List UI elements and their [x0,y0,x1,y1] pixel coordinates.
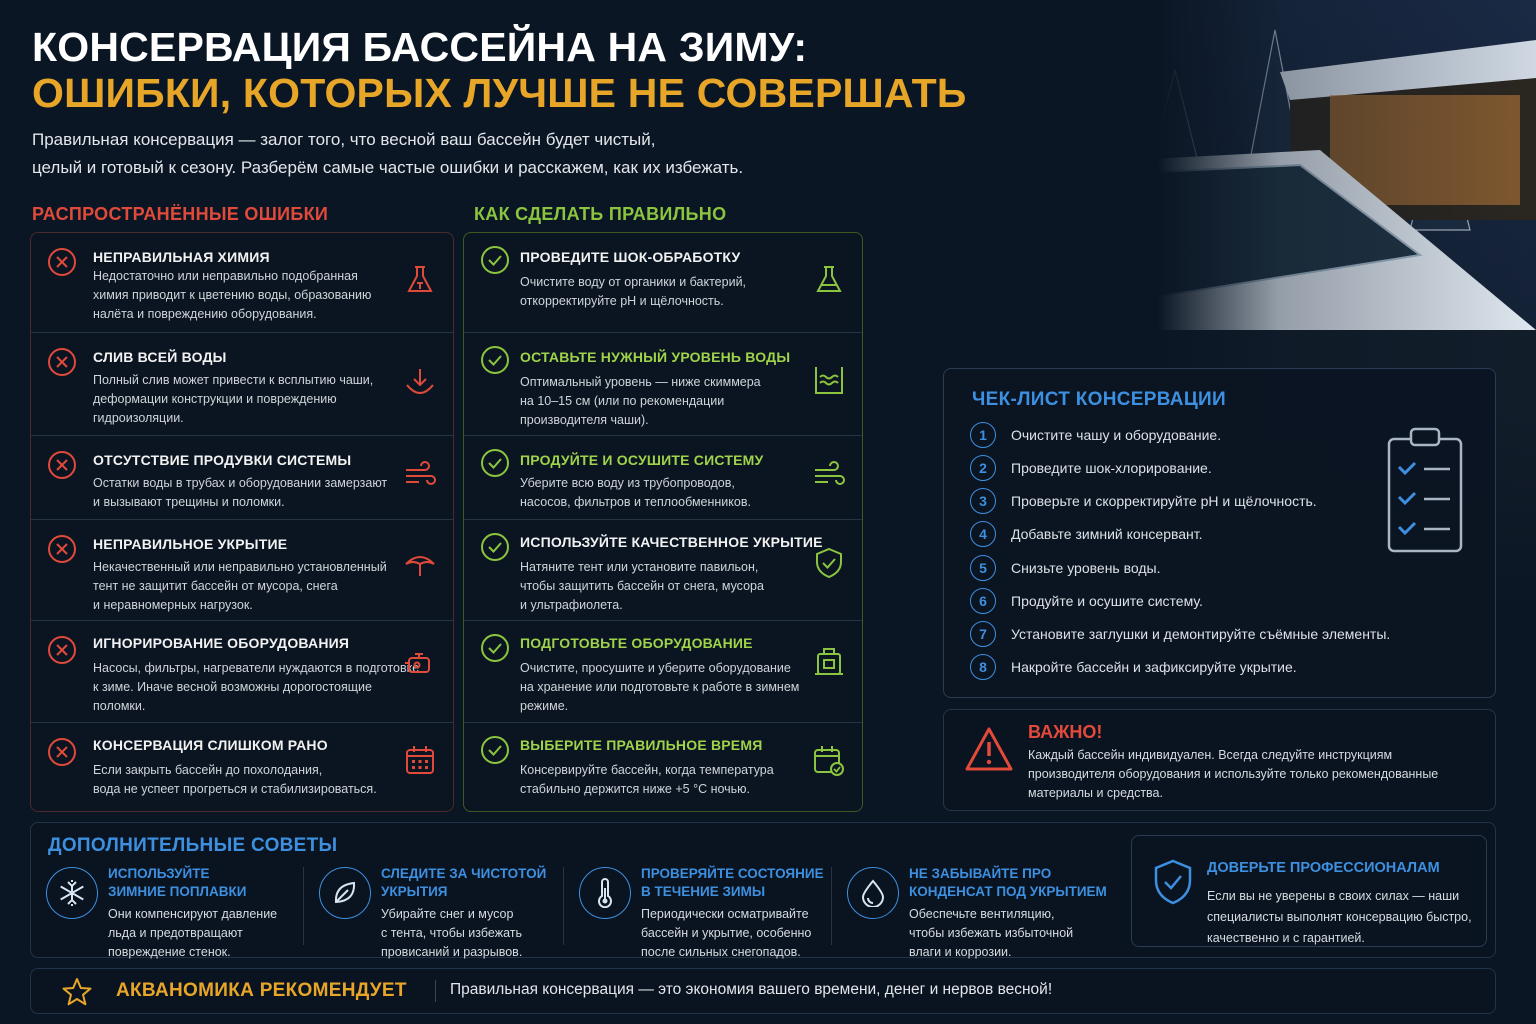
equipment-icon [812,645,846,679]
checklist-number: 7 [970,621,996,647]
text-line: гидроизоляции. [93,411,184,425]
title-line2: ОШИБКИ, КОТОРЫХ ЛУЧШЕ НЕ СОВЕРШАТЬ [32,70,967,116]
important-heading: ВАЖНО! [1028,722,1103,742]
correct-title: ОСТАВЬТЕ НУЖНЫЙ УРОВЕНЬ ВОДЫ [520,349,791,365]
mistake-title: НЕПРАВИЛЬНОЕ УКРЫТИЕ [93,536,288,552]
correct-row [464,520,862,621]
checklist-text: Добавьте зимний консервант. [1011,526,1203,542]
tip-text [108,905,308,962]
correct-text [520,761,774,799]
text-line: Недостаточно или неправильно подобранная [93,269,358,283]
checklist-item [970,422,1221,448]
mistake-row [31,621,453,723]
text-line: стабильно держится ниже +5 °С ночью. [520,782,751,796]
text-line: насосов, фильтров и теплообменников. [520,495,751,509]
check-circle-icon [480,448,510,478]
correct-title: ПРОДУЙТЕ И ОСУШИТЕ СИСТЕМУ [520,452,764,468]
checklist-item [970,455,1212,481]
checklist-text: Снизьте уровень воды. [1011,560,1161,576]
snowflake-icon [46,867,98,919]
text-line: на 10–15 см (или по рекомендации [520,394,725,408]
flask-icon [403,263,437,297]
mistake-title: НЕПРАВИЛЬНАЯ ХИМИЯ [93,249,270,265]
checklist-text: Установите заглушки и демонтируйте съёмные элементы. [1011,626,1391,642]
tip-title [108,865,308,901]
warning-icon [964,726,1014,772]
text-line: тент не защитит бассейн от мусора, снега [93,579,338,593]
tip-text [381,905,581,962]
text-line: провисаний и разрывов. [381,945,523,959]
text-line: и вызывают трещины и поломки. [93,495,285,509]
mistake-text [93,761,377,799]
text-line: ИСПОЛЬЗУЙТЕ [108,866,210,881]
checklist-number: 8 [970,654,996,680]
text-line: бассейн и укрытие, особенно [641,926,812,940]
mistake-title: КОНСЕРВАЦИЯ СЛИШКОМ РАНО [93,737,328,753]
checklist-number: 4 [970,521,996,547]
correct-title: ПРОВЕДИТЕ ШОК-ОБРАБОТКУ [520,249,741,265]
checklist-number: 3 [970,488,996,514]
leaf-icon [319,867,371,919]
text-line: производителя оборудования и используйте только рекомендованные [1028,767,1439,781]
checklist-number: 6 [970,588,996,614]
checklist-text: Накройте бассейн и зафиксируйте укрытие. [1011,659,1297,675]
mistakes-panel [30,232,454,812]
text-line: специалисты выполнят консервацию быстро, [1207,910,1472,924]
correct-text [520,273,746,311]
checklist-number: 2 [970,455,996,481]
text-line: ЗИМНИЕ ПОПЛАВКИ [108,884,247,899]
intro-line: целый и готовый к сезону. Разберём самые частые ошибки и расскажем, как их избежать. [32,158,744,177]
calendar-icon [403,743,437,777]
correct-text [520,558,764,615]
mistake-row [31,233,453,333]
intro-text [32,126,822,182]
mistake-text [93,371,373,428]
correct-heading: КАК СДЕЛАТЬ ПРАВИЛЬНО [474,204,727,224]
correct-panel [463,232,863,812]
check-circle-icon [480,735,510,765]
text-line: налёта и повреждению оборудования. [93,307,317,321]
water-level-icon [812,363,846,397]
footer-text: Правильная консервация — это экономия вашего времени, денег и нервов весной! [450,981,1053,998]
star-icon [61,976,93,1008]
text-line: производителя чаши). [520,413,649,427]
text-line: Убирайте снег и мусор [381,907,514,921]
pro-text [1207,886,1487,949]
text-line: материалы и средства. [1028,786,1163,800]
checklist-text: Проверьте и скорректируйте pH и щёлочность. [1011,493,1317,509]
text-line: Уберите всю воду из трубопроводов, [520,476,735,490]
text-line: после сильных снегопадов. [641,945,801,959]
correct-row [464,333,862,436]
checklist-item [970,555,1161,581]
mistake-text [93,474,387,512]
pump-icon [403,647,437,681]
footer-brand: АКВАНОМИКА РЕКОМЕНДУЕТ [116,980,407,1001]
mistakes-heading: РАСПРОСТРАНЁННЫЕ ОШИБКИ [32,204,329,224]
error-x-icon [47,534,77,564]
text-line: качественно и с гарантией. [1207,931,1365,945]
mistake-title: ОТСУТСТВИЕ ПРОДУВКИ СИСТЕМЫ [93,452,352,468]
checklist-text: Проведите шок-хлорирование. [1011,460,1212,476]
flask-icon [812,263,846,297]
text-line: СЛЕДИТЕ ЗА ЧИСТОТОЙ [381,866,547,881]
text-line: с тента, чтобы избежать [381,926,522,940]
mistake-row [31,520,453,621]
intro-line: Правильная консервация — залог того, что весной ваш бассейн будет чистый, [32,130,656,149]
check-circle-icon [480,633,510,663]
text-line: Если вы не уверены в своих силах — наши [1207,889,1460,903]
shield-check-icon [812,546,846,580]
divider [831,867,832,945]
text-line: влаги и коррозии. [909,945,1012,959]
check-circle-icon [480,345,510,375]
correct-row [464,621,862,723]
text-line: Оптимальный уровень — ниже скиммера [520,375,761,389]
error-x-icon [47,737,77,767]
checklist-text: Очистите чашу и оборудование. [1011,427,1222,443]
checklist-number: 5 [970,555,996,581]
correct-text [520,474,751,512]
text-line: Некачественный или неправильно установленный [93,560,387,574]
mistake-title: ИГНОРИРОВАНИЕ ОБОРУДОВАНИЯ [93,635,350,651]
checklist-panel [943,368,1496,698]
trust-professionals-panel [1131,835,1487,947]
text-line: поломки. [93,699,146,713]
mistake-text [93,659,419,716]
text-line: Каждый бассейн индивидуален. Всегда следуйте инструкциям [1028,748,1393,762]
checklist-text: Продуйте и осушите систему. [1011,593,1203,609]
mistake-text [93,558,387,615]
text-line: Консервируйте бассейн, когда температура [520,763,774,777]
correct-text [520,373,761,430]
correct-row [464,436,862,520]
text-line: чтобы избежать избыточной [909,926,1074,940]
text-line: и неравномерных нагрузок. [93,598,253,612]
error-x-icon [47,450,77,480]
thermometer-icon [579,867,631,919]
shield-check-icon [1152,858,1194,906]
water-drop-icon [847,867,899,919]
checklist-heading: ЧЕК-ЛИСТ КОНСЕРВАЦИИ [972,389,1226,410]
checklist-item [970,488,1317,514]
mistake-title: СЛИВ ВСЕЙ ВОДЫ [93,349,227,365]
error-x-icon [47,247,77,277]
wind-icon [812,458,846,492]
divider [563,867,564,945]
correct-row [464,233,862,333]
error-x-icon [47,347,77,377]
text-line: на хранение или подготовьте к работе в зимнем [520,680,800,694]
text-line: Периодически осматривайте [641,907,809,921]
tip-title [641,865,841,901]
checklist-number: 1 [970,422,996,448]
text-line: КОНДЕНСАТ ПОД УКРЫТИЕМ [909,884,1107,899]
mistake-text [93,267,371,324]
tips-heading: ДОПОЛНИТЕЛЬНЫЕ СОВЕТЫ [48,835,338,856]
checklist-item [970,588,1203,614]
text-line: ПРОВЕРЯЙТЕ СОСТОЯНИЕ [641,866,824,881]
tip-text [641,905,841,962]
text-line: льда и предотвращают [108,926,243,940]
text-line: Натяните тент или установите павильон, [520,560,759,574]
checklist-item [970,521,1203,547]
correct-title: ПОДГОТОВЬТЕ ОБОРУДОВАНИЕ [520,635,753,651]
text-line: Насосы, фильтры, нагреватели нуждаются в подготовке [93,661,420,675]
clipboard-icon [1384,425,1466,555]
mistake-row [31,333,453,436]
divider [303,867,304,945]
text-line: Полный слив может привести к всплытию чаши, [93,373,374,387]
text-line: В ТЕЧЕНИЕ ЗИМЫ [641,884,766,899]
drain-arrow-icon [403,365,437,399]
correct-title: ИСПОЛЬЗУЙТЕ КАЧЕСТВЕННОЕ УКРЫТИЕ [520,534,823,550]
checklist-item [970,654,1297,680]
wind-icon [403,458,437,492]
tip-title [909,865,1109,901]
text-line: Если закрыть бассейн до похолодания, [93,763,323,777]
divider [435,980,436,1002]
text-line: и ультрафиолета. [520,598,623,612]
text-line: откорректируйте pH и щёлочность. [520,294,724,308]
text-line: химия приводит к цветению воды, образованию [93,288,372,302]
footer-banner [30,968,1496,1014]
mistake-row [31,436,453,520]
correct-text [520,659,799,716]
extra-tips-panel [30,822,1496,958]
tip-text [909,905,1109,962]
error-x-icon [47,635,77,665]
text-line: чтобы защитить бассейн от снега, мусора [520,579,764,593]
title-line1: КОНСЕРВАЦИЯ БАССЕЙНА НА ЗИМУ: [32,24,808,70]
umbrella-icon [403,548,437,582]
text-line: НЕ ЗАБЫВАЙТЕ ПРО [909,866,1052,881]
calendar-check-icon [812,743,846,777]
text-line: вода не успеет прогреться и стабилизироваться. [93,782,377,796]
text-line: повреждение стенок. [108,945,231,959]
text-line: Остатки воды в трубах и оборудовании замерзают [93,476,388,490]
check-circle-icon [480,532,510,562]
tip-title [381,865,581,901]
check-circle-icon [480,245,510,275]
checklist-item [970,621,1390,647]
correct-title: ВЫБЕРИТЕ ПРАВИЛЬНОЕ ВРЕМЯ [520,737,763,753]
text-line: УКРЫТИЯ [381,884,448,899]
text-line: Они компенсируют давление [108,907,278,921]
text-line: к зиме. Иначе весной возможны дорогостоящие [93,680,372,694]
correct-row [464,723,862,813]
mistake-row [31,723,453,813]
important-panel [943,709,1496,811]
text-line: Обеспечьте вентиляцию, [909,907,1055,921]
text-line: деформации конструкции и повреждению [93,392,337,406]
text-line: режиме. [520,699,569,713]
text-line: Очистите, просушите и уберите оборудование [520,661,791,675]
text-line: Очистите воду от органики и бактерий, [520,275,747,289]
pro-title: ДОВЕРЬТЕ ПРОФЕССИОНАЛАМ [1207,860,1440,876]
important-text [1028,746,1468,803]
